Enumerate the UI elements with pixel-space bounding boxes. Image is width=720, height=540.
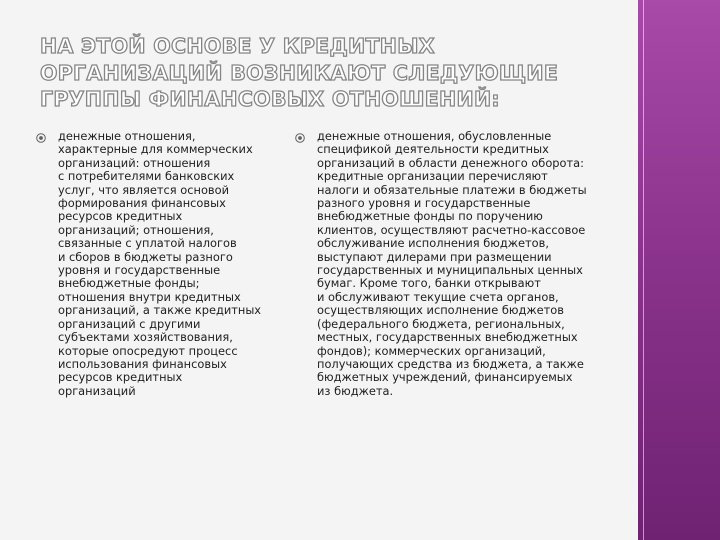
right-column: [295, 130, 633, 398]
slide-title: НА ЭТОЙ ОСНОВЕ У КРЕДИТНЫХ ОРГАНИЗАЦИЙ ВОЗНИКАЮТ СЛЕДУЮЩИЕ ГРУППЫ ФИНАНСОВЫХ ОТНОШЕНИЙ:: [40, 34, 559, 111]
right-bullet-text: денежные отношения, обусловленные спецификой деятельности кредитных организаций в области денежного оборота: кредитные организации перечисляют налоги и обязательные платежи в бюджеты разного уровня и государственные внебюджетные фонды по поручению клиентов, осуществляют расчетно-кассовое обслуживание исполнения бюджетов, выступают дилерами при размещении государственных и муниципальных ценных бумаг. Кроме того, банки открывают и обслуживают текущие счета органов, осуществляющих исполнение бюджетов (федерального бюджета, региональных, местных, государственных внебюджетных фондов); коммерческих организаций, получающих средства из бюджета, а также бюджетных учреждений, финансируемых из бюджета.: [317, 129, 587, 398]
sidebar-divider: [643, 0, 644, 540]
decorative-sidebar: [638, 0, 720, 540]
target-bullet-icon: [36, 133, 46, 143]
left-column: [36, 130, 286, 398]
target-bullet-icon: [295, 133, 305, 143]
left-bullet-text: денежные отношения, характерные для коммерческих организаций: отношения с потребителями банковских услуг, что является основой формирования финансовых ресурсов кредитных организаций; отношения, связанные с уплатой налогов и сборов в бюджеты разного уровня и государственные внебюджетные фонды; отношения внутри кредитных организаций, а также кредитных организаций с другими субъектами хозяйствования, которые опосредуют процесс использования финансовых ресурсов кредитных организаций: [58, 129, 262, 398]
